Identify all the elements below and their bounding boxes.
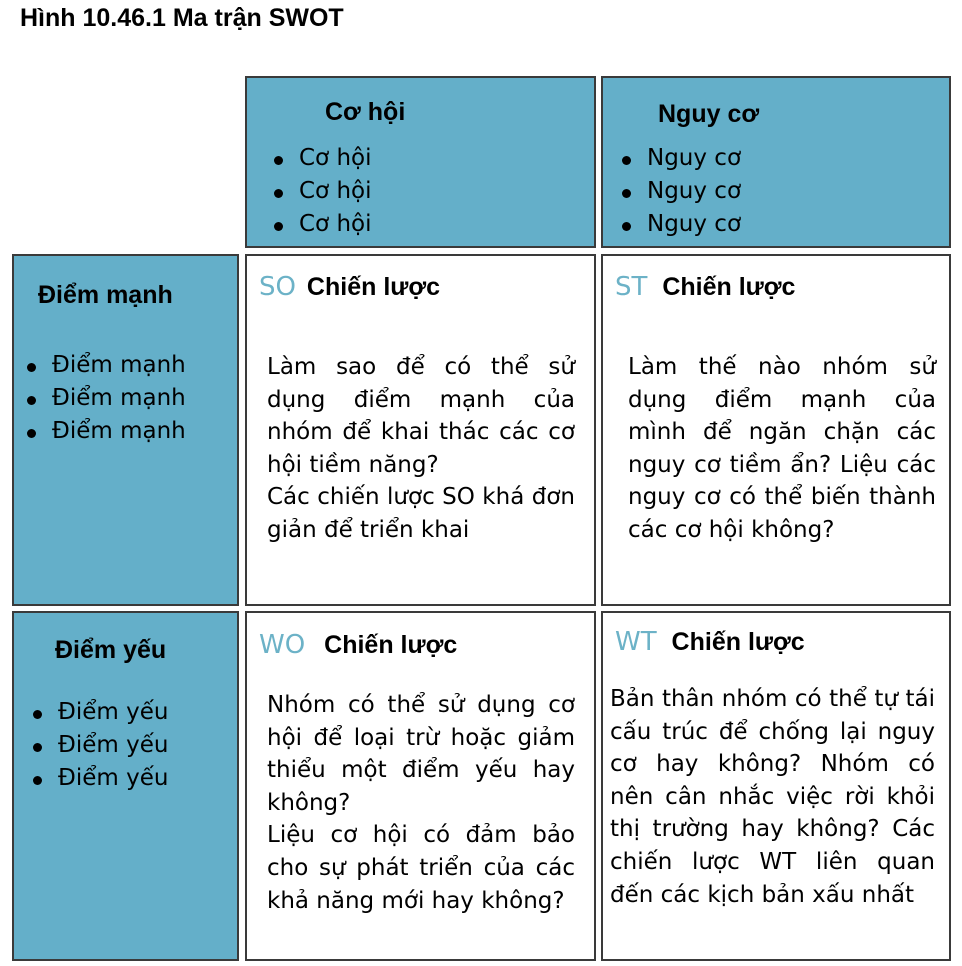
figure-title: Hình 10.46.1 Ma trận SWOT <box>20 4 344 32</box>
wo-paragraph-1: Nhóm có thể sử dụng cơ hội để loại trừ hoặc giảm thiểu một điểm yếu hay không? <box>267 692 575 816</box>
wo-strategy-text <box>267 689 575 917</box>
wt-paragraph-1: Bản thân nhóm có thể tự tái cấu trúc để chống lại nguy cơ hay không? Nhóm có nên cân nhắc việc rời khỏi thị trường hay không? Các chiến lược WT liên quan đến các kịch bản xấu nhất <box>610 686 935 908</box>
wt-label: Chiến lược <box>671 628 805 656</box>
wo-strategy-heading <box>259 630 457 660</box>
threats-heading: Nguy cơ <box>658 100 760 128</box>
strengths-box <box>12 254 239 606</box>
list-item: Cơ hội <box>273 142 371 175</box>
so-paragraph-2: Các chiến lược SO khá đơn giản để triển khai <box>267 484 575 543</box>
so-strategy-text <box>267 351 575 547</box>
wo-paragraph-2: Liệu cơ hội có đảm bảo cho sự phát triển của các khả năng mới hay không? <box>267 822 575 914</box>
weaknesses-box <box>12 611 239 961</box>
so-code: SO <box>259 272 296 302</box>
wo-code: WO <box>259 630 306 660</box>
st-code: ST <box>615 272 648 302</box>
list-item: Nguy cơ <box>621 142 741 175</box>
threats-list <box>621 142 741 241</box>
wo-label: Chiến lược <box>324 631 458 659</box>
list-item: Điểm mạnh <box>26 349 186 382</box>
st-strategy-text <box>628 351 936 547</box>
list-item: Điểm mạnh <box>26 415 186 448</box>
st-strategy-heading <box>615 272 795 302</box>
list-item: Điểm yếu <box>32 696 168 729</box>
wt-strategy-text <box>610 683 935 911</box>
list-item: Cơ hội <box>273 175 371 208</box>
strengths-list <box>26 349 186 448</box>
st-strategy-cell <box>601 254 951 606</box>
wt-strategy-heading <box>615 627 805 657</box>
list-item: Cơ hội <box>273 208 371 241</box>
weaknesses-list <box>32 696 168 795</box>
threats-box <box>601 76 951 248</box>
wt-strategy-cell <box>601 611 951 961</box>
list-item: Điểm yếu <box>32 729 168 762</box>
so-paragraph-1: Làm sao để có thể sử dụng điểm mạnh của nhóm để khai thác các cơ hội tiềm năng? <box>267 354 575 478</box>
so-strategy-cell <box>245 254 596 606</box>
so-label: Chiến lược <box>306 273 441 301</box>
opportunities-heading: Cơ hội <box>325 98 406 126</box>
st-paragraph-1: Làm thế nào nhóm sử dụng điểm mạnh của mình để ngăn chặn các nguy cơ tiềm ẩn? Liệu các nguy cơ có thể biến thành các cơ hội không? <box>628 354 936 543</box>
strengths-heading: Điểm mạnh <box>38 281 173 309</box>
weaknesses-heading: Điểm yếu <box>55 636 167 664</box>
opportunities-box <box>245 76 596 248</box>
list-item: Nguy cơ <box>621 175 741 208</box>
list-item: Điểm mạnh <box>26 382 186 415</box>
wt-code: WT <box>615 627 657 657</box>
so-strategy-heading <box>259 272 440 302</box>
list-item: Nguy cơ <box>621 208 741 241</box>
list-item: Điểm yếu <box>32 762 168 795</box>
wo-strategy-cell <box>245 611 596 961</box>
st-label: Chiến lược <box>662 273 796 301</box>
opportunities-list <box>273 142 371 241</box>
